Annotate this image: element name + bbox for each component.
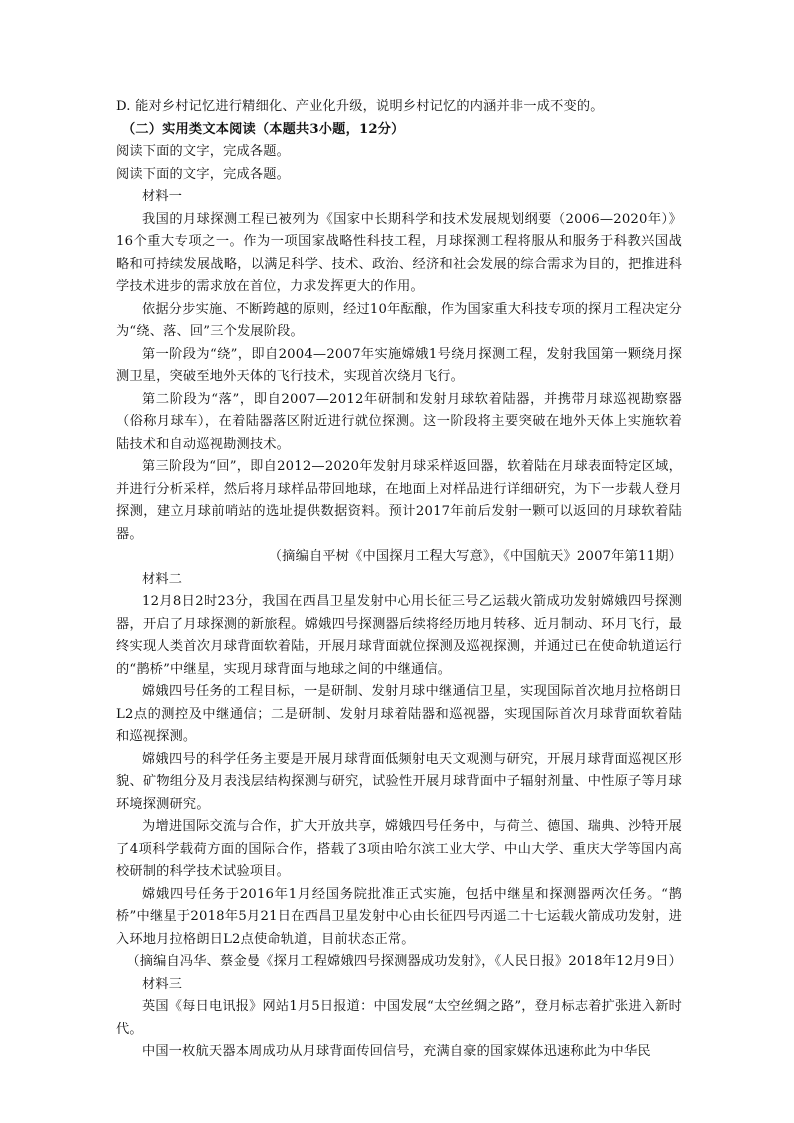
instruction: 阅读下面的文字，完成各题。: [116, 144, 291, 159]
paragraph: 第三阶段为“回”，即自2012—2020年发射月球采样返回器，软着陆在月球表面特定区域，并进行分析采样，然后将月球样品带回地球，在地面上对样品进行详细研究，为下一步载人登月探测，建立月球前哨站的选址提供数据资料。预计2017年前后发射一颗可以返回的月球软着陆器。: [116, 459, 682, 542]
paragraph: 为增进国际交流与合作，扩大开放共享，嫦娥四号任务中，与荷兰、德国、瑞典、沙特开展了4项科学载荷方面的国际合作，搭载了3项由哈尔滨工业大学、中山大学、重庆大学等国内高校研制的科学技术试验项目。: [116, 819, 682, 879]
section-heading: （二）实用类文本阅读（本题共3小题，12分）: [122, 121, 405, 137]
instruction: 阅读下面的文字，完成各题。: [116, 166, 291, 182]
source-citation: （摘编自平树《中国探月工程大写意》，《中国航天》2007年第11期）: [268, 549, 682, 564]
paragraph: 我国的月球探测工程已被列为《国家中长期科学和技术发展规划纲要（2006—2020年）》16个重大专项之一。作为一项国家战略性科技工程，月球探测工程将服从和服务于科教兴国战略和可持续发展战略，以满足科学、技术、政治、经济和社会发展的综合需求为目的，把推进科学技术进步的需求放在首位，力求发挥更大的作用。: [116, 211, 682, 294]
paragraph: 嫦娥四号任务于2016年1月经国务院批准正式实施，包括中继星和探测器两次任务。“鹊桥”中继星于2018年5月21日在西昌卫星发射中心由长征四号丙遥二十七运载火箭成功发射，进入环地月拉格朗日L2点使命轨道，目前状态正常。: [116, 886, 682, 947]
material-label: 材料二: [142, 571, 183, 587]
paragraph: 第二阶段为“落”，即自2007—2012年研制和发射月球软着陆器，并携带月球巡视勘察器（俗称月球车），在着陆器落区附近进行就位探测。这一阶段将主要突破在地外天体上实施软着陆技术和自动巡视勘测技术。: [116, 391, 682, 452]
paragraph: 嫦娥四号的科学任务主要是开展月球背面低频射电天文观测与研究，开展月球背面巡视区形貌、矿物组分及月表浅层结构探测与研究，试验性开展月球背面中子辐射剂量、中性原子等月球环境探测研究。: [116, 751, 682, 812]
material-label: 材料三: [142, 976, 183, 992]
paragraph: 中国一枚航天器本周成功从月球背面传回信号，充满自豪的国家媒体迅速称此为中华民: [142, 1044, 651, 1059]
paragraph: 依据分步实施、不断跨越的原则，经过10年酝酿，作为国家重大科技专项的探月工程决定分为“绕、落、回”三个发展阶段。: [116, 301, 682, 339]
document-body: [116, 96, 682, 1064]
paragraph: 英国《每日电讯报》网站1月5日报道：中国发展“太空丝绸之路”，登月标志着扩张进入新时代。: [116, 999, 682, 1037]
option-d: D. 能对乡村记忆进行精细化、产业化升级，说明乡村记忆的内涵并非一成不变的。: [116, 99, 604, 114]
paragraph: 12月8日2时23分，我国在西昌卫星发射中心用长征三号乙运载火箭成功发射嫦娥四号探测器，开启了月球探测的新旅程。嫦娥四号探测器后续将经历地月转移、近月制动、环月飞行，最终实现人类首次月球背面软着陆，开展月球背面就位探测及巡视探测，并通过已在使命轨道运行的“鹊桥”中继星，实现月球背面与地球之间的中继通信。: [116, 594, 682, 677]
material-label: 材料一: [142, 189, 183, 204]
paragraph: 第一阶段为“绕”，即自2004—2007年实施嫦娥1号绕月探测工程，发射我国第一颗绕月探测卫星，突破至地外天体的飞行技术，实现首次绕月飞行。: [116, 346, 682, 384]
paragraph: 嫦娥四号任务的工程目标，一是研制、发射月球中继通信卫星，实现国际首次地月拉格朗日L2点的测控及中继通信；二是研制、发射月球着陆器和巡视器，实现国际首次月球背面软着陆和巡视探测。: [116, 684, 682, 744]
source-citation: （摘编自冯华、蔡金曼《探月工程嫦娥四号探测器成功发射》，《人民日报》2018年12月9日）: [126, 954, 682, 969]
